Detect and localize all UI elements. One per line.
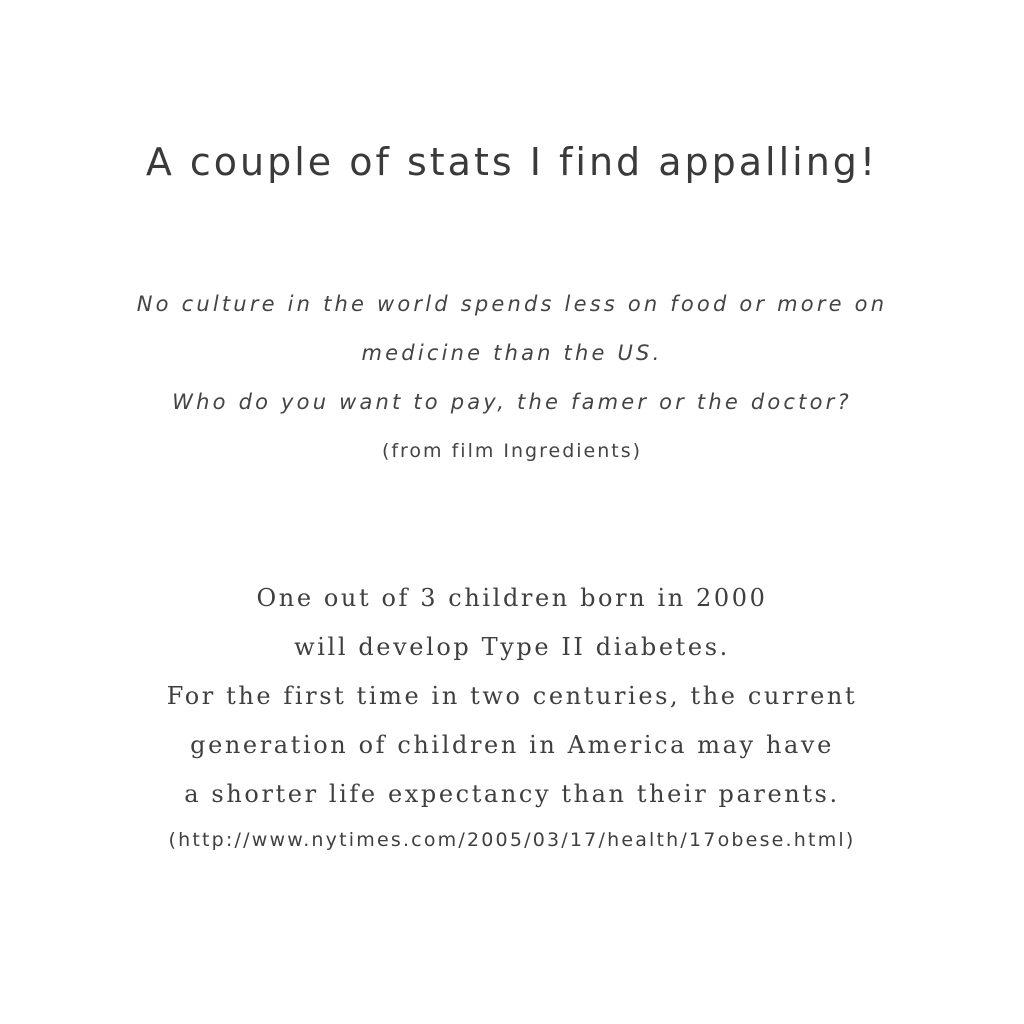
stat-line: For the first time in two centuries, the current — [166, 682, 858, 710]
stat-line: will develop Type II diabetes. — [294, 633, 730, 661]
source-film-title: Ingredients — [503, 440, 633, 462]
source-prefix: (from film — [381, 440, 504, 462]
quote-source — [0, 440, 1024, 462]
source-suffix: ) — [632, 440, 643, 462]
page-title: A couple of stats I find appalling! — [145, 140, 879, 184]
quote-line: No culture in the world spends less on food or more on — [136, 292, 888, 316]
source-url: (http://www.nytimes.com/2005/03/17/health/17obese.html) — [168, 829, 856, 851]
stat-line: generation of children in America may have — [190, 731, 834, 759]
stat-line: One out of 3 children born in 2000 — [256, 584, 768, 612]
quote-line: Who do you want to pay, the famer or the doctor? — [172, 390, 852, 414]
quote-line: medicine than the US. — [361, 341, 663, 365]
stat-line: a shorter life expectancy than their parents. — [184, 780, 840, 808]
